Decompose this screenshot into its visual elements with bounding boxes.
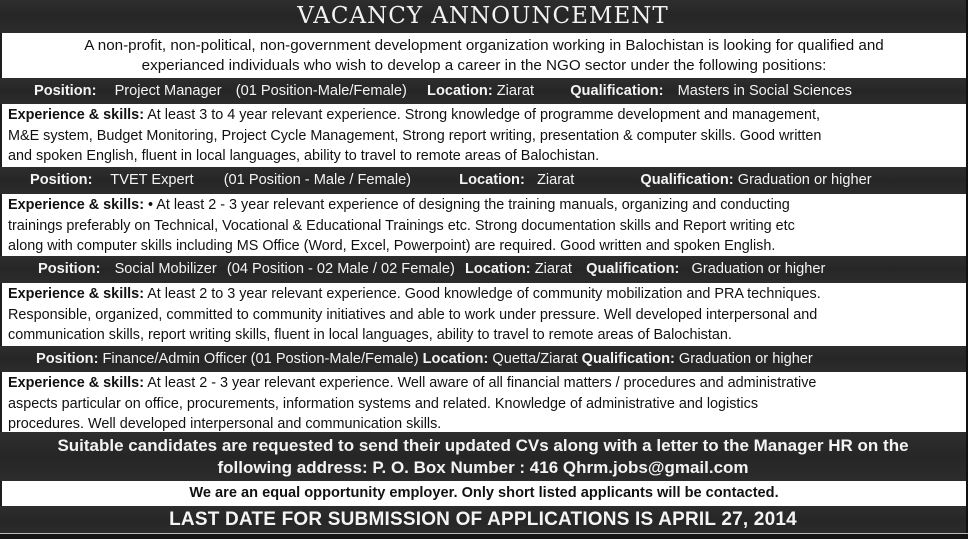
experience-line: Responsible, organized, committed to community initiatives and able to work under pressure. Well developed interpersonal and bbox=[8, 306, 818, 323]
position-title: Finance/Admin Officer bbox=[102, 351, 247, 367]
experience-label: Experience & skills: bbox=[8, 375, 144, 391]
position-label: Position: bbox=[36, 351, 99, 367]
position-header-project-manager bbox=[0, 78, 966, 104]
experience-line: trainings preferably on Technical, Vocational & Educational Trainings etc. Strong documentation skills and Report writing etc bbox=[8, 217, 795, 234]
position-title: Social Mobilizer bbox=[114, 261, 217, 277]
position-title: Project Manager bbox=[114, 83, 222, 99]
experience-line: communication skills, report writing skills, fluent in local languages, ability to travel to remote areas of Balochistan. bbox=[8, 327, 732, 343]
experience-line: and spoken English, fluent in local languages, ability to travel to remote areas of Balochistan. bbox=[8, 148, 600, 164]
page-title: VACANCY ANNOUNCEMENT bbox=[297, 3, 669, 29]
position-header-social-mobilizer bbox=[0, 256, 966, 283]
qualification-value: Graduation or higher bbox=[691, 261, 826, 277]
intro-paragraph bbox=[2, 33, 966, 78]
cta-line-1: Suitable candidates are requested to send their updated CVs along with a letter to the Manager HR on the bbox=[57, 436, 909, 455]
experience-label: Experience & skills: bbox=[8, 107, 144, 123]
application-instructions bbox=[0, 432, 966, 481]
qualification-label: Qualification: bbox=[640, 172, 734, 188]
experience-project-manager bbox=[2, 104, 966, 167]
experience-line: At least 3 to 4 year relevant experience. Strong knowledge of programme development and management, bbox=[147, 107, 820, 123]
bottom-border bbox=[0, 533, 968, 539]
equal-opportunity-notice: We are an equal opportunity employer. Only short listed applicants will be contacted. bbox=[2, 481, 966, 506]
experience-line: along with computer skills including MS Office (Word, Excel, Powerpoint) are required. Good written and spoken English. bbox=[8, 238, 776, 254]
experience-line: At least 2 - 3 year relevant experience. Well aware of all financial matters / procedures and administrative bbox=[147, 375, 817, 391]
qualification-label: Qualification: bbox=[570, 83, 664, 99]
location-value: Quetta/Ziarat bbox=[492, 351, 578, 367]
qualification-value: Graduation or higher bbox=[678, 351, 813, 367]
location-label: Location: bbox=[427, 83, 493, 99]
position-label: Position: bbox=[30, 172, 93, 188]
qualification-value: Masters in Social Sciences bbox=[677, 83, 852, 99]
experience-social-mobilizer bbox=[2, 283, 966, 346]
experience-line: At least 2 to 3 year relevant experience. Good knowledge of community mobilization and PRA techniques. bbox=[147, 286, 821, 302]
experience-line: procedures. Well developed interpersonal and communication skills. bbox=[8, 416, 442, 432]
location-value: Ziarat bbox=[534, 261, 572, 277]
qualification-label: Qualification: bbox=[586, 261, 680, 277]
experience-finance-admin-officer bbox=[2, 372, 966, 432]
position-title: TVET Expert bbox=[110, 172, 194, 188]
last-date-banner: LAST DATE FOR SUBMISSION OF APPLICATIONS IS APRIL 27, 2014 bbox=[0, 506, 966, 534]
position-label: Position: bbox=[34, 83, 97, 99]
qualification-label: Qualification: bbox=[581, 351, 675, 367]
experience-line: aspects particular on office, procurements, information systems and related. Knowledge of administrative and logistics bbox=[8, 395, 759, 412]
experience-line: M&E system, Budget Monitoring, Project Cycle Management, Strong report writing, presentation & computer skills. Good written bbox=[8, 127, 822, 144]
cta-line-2: following address: P. O. Box Number : 416 Qhrm.jobs@gmail.com bbox=[217, 458, 749, 477]
position-label: Position: bbox=[38, 261, 101, 277]
intro-line-1: A non-profit, non-political, non-government development organization working in Balochistan is looking for qualified and bbox=[84, 37, 884, 54]
position-header-tvet-expert bbox=[0, 167, 966, 194]
experience-tvet-expert bbox=[2, 194, 966, 256]
position-count: (04 Position - 02 Male / 02 Female) bbox=[226, 261, 455, 277]
experience-line: • At least 2 - 3 year relevant experience of designing the training manuals, organizing and conducting bbox=[147, 197, 790, 213]
location-value: Ziarat bbox=[496, 83, 535, 99]
title-bar bbox=[0, 0, 966, 33]
location-label: Location: bbox=[464, 261, 531, 277]
location-label: Location: bbox=[459, 172, 525, 188]
position-count: (01 Position-Male/Female) bbox=[235, 83, 407, 99]
experience-label: Experience & skills: bbox=[8, 197, 144, 213]
position-count: (01 Postion-Male/Female) bbox=[250, 351, 419, 367]
qualification-value: Graduation or higher bbox=[737, 172, 872, 188]
location-value: Ziarat bbox=[536, 172, 575, 188]
experience-label: Experience & skills: bbox=[8, 286, 144, 302]
location-label: Location: bbox=[422, 351, 489, 367]
position-header-finance-admin-officer bbox=[0, 346, 966, 372]
intro-line-2: experianced individuals who wish to develop a career in the NGO sector under the following positions: bbox=[141, 57, 827, 74]
position-count: (01 Position - Male / Female) bbox=[223, 172, 412, 188]
